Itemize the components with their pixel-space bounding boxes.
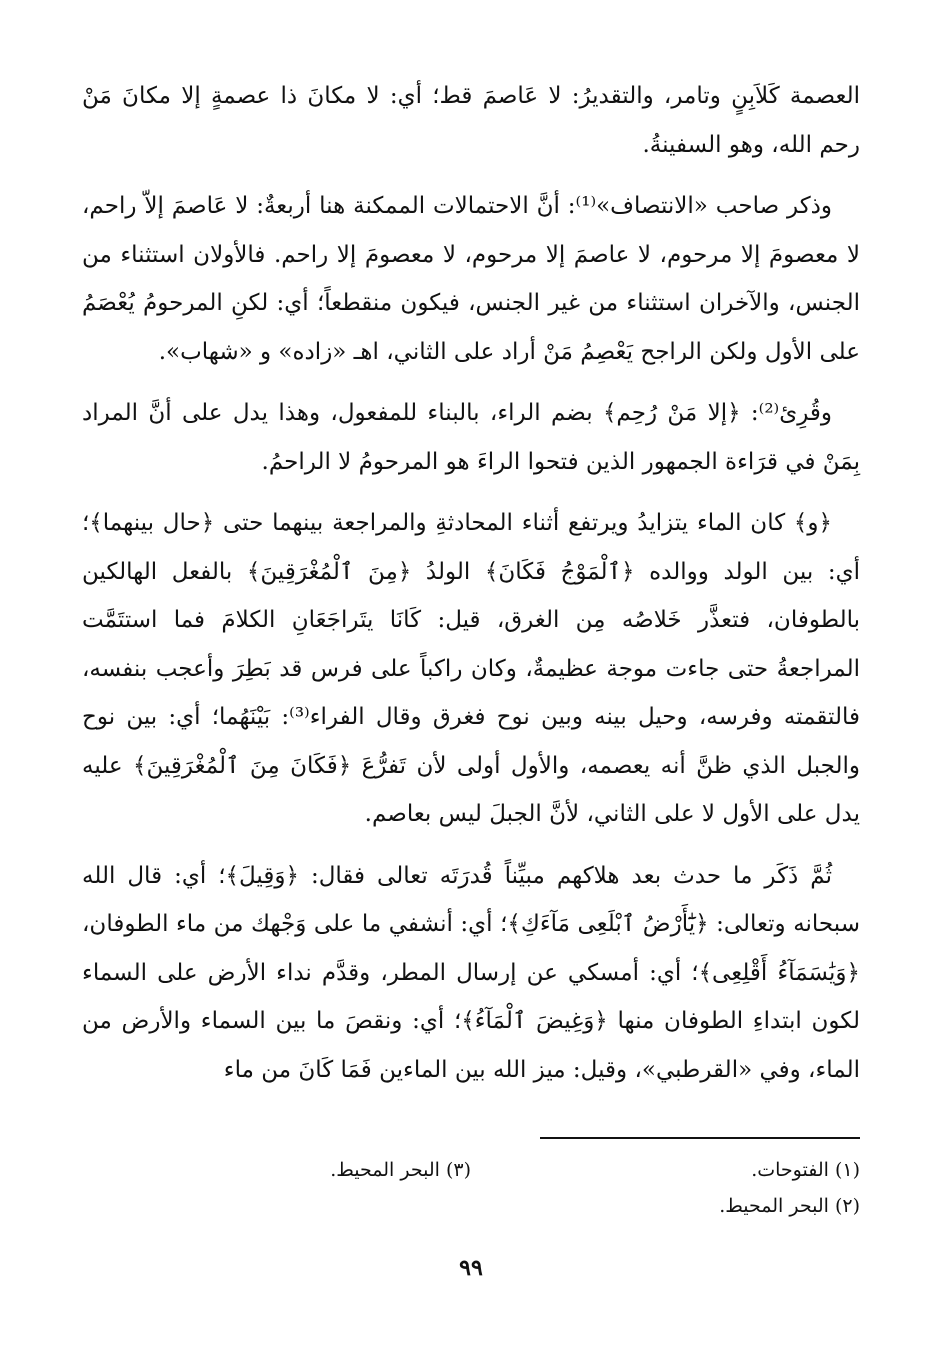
- paragraph-3: وقُرِئ⁽²⁾: ﴿إلا مَنْ رُحِم﴾ بضم الراء، بالبناء للمفعول، وهذا يدل على أنَّ المراد بِمَنْ في قرَاءة الجمهور الذين فتحوا الراءَ هو المرحومُ لا الراحمُ.: [82, 400, 860, 475]
- footnote-row-2: [82, 1188, 860, 1224]
- paragraph-4: ﴿و﴾ كان الماء يتزايدُ ويرتفع أثناء المحادثةِ والمراجعة بينهما حتى ﴿حال بينهما﴾؛ أي: بين الولد ووالده ﴿ٱلْمَوْجُ فَكَانَ﴾ الولدُ ﴿مِنَ ٱلْمُغْرَقِينَ﴾ بالفعل الهالكين بالطوفان، فتعذَّر خَلاصُه مِن الغرق، قيل: كَانَا يتَراجَعَانِ الكلامَ فما استتَمَّت المراجعةُ حتى جاءت موجة عظيمةٌ، وكان راكباً على فرس قد بَطِرَ وأعجب بنفسه، فالتقمته وفرسه، وحيل بينه وبين نوح فغرق وقال الفراء⁽³⁾: بَيْنَهُما؛ أي: بين نوح والجبل الذي ظنَّ أنه يعصمه، والأول أولى لأن تَفرُّعَ ﴿فَكَانَ مِنَ ٱلْمُغْرَقِينَ﴾ عليه يدل على الأول لا على الثاني، لأنَّ الجبلَ ليس بعاصم.: [82, 510, 860, 827]
- footnotes: [82, 1152, 860, 1224]
- footnote-3: (٣) البحر المحيط.: [330, 1159, 471, 1181]
- footnote-separator: [540, 1137, 860, 1139]
- main-text: [82, 72, 860, 1094]
- footnote-row-1: [82, 1152, 860, 1188]
- page-number: ٩٩: [459, 1255, 483, 1281]
- paragraph-1: العصمة كَلاَبِنٍ وتامر، والتقديرُ: لا عَاصمَ قط؛ أي: لا مكانَ ذا عصمةٍ إلا مكانَ مَنْ رحم الله، وهو السفينةُ.: [82, 83, 860, 158]
- paragraph-2: وذكر صاحب «الانتصاف»⁽¹⁾: أنَّ الاحتمالات الممكنة هنا أربعةٌ: لا عَاصمَ إلاّ راحم، لا معصومَ إلا مرحوم، لا عاصمَ إلا مرحوم، لا معصومَ إلا راحم. فالأولان استثناء من الجنس، والآخران استثناء من غير الجنس، فيكون منقطعاً؛ أي: لكنِ المرحومُ يُعْصَمُ على الأول ولكن الراجح يَعْصِمُ مَنْ أراد على الثاني، اهـ «زاده» و «شهاب».: [82, 193, 860, 365]
- footnote-2: (٢) البحر المحيط.: [719, 1195, 860, 1217]
- paragraph-5: ثُمَّ ذَكَر ما حدث بعد هلاكهم مبيِّناً قُدرَتَه تعالى فقال: ﴿وَقِيلَ﴾؛ أي: قال الله سبحانه وتعالى: ﴿يَٰٓأَرْضُ ٱبْلَعِى مَآءَكِ﴾؛ أي: أنشفي ما على وَجْهك من ماء الطوفان، ﴿وَيَٰسَمَآءُ أَقْلِعِى﴾؛ أي: أمسكي عن إرسال المطر، وقدَّم نداء الأرض على السماء لكون ابتداءِ الطوفان منها ﴿وَغِيضَ ٱلْمَآءُ﴾؛ أي: ونقصَ ما بين السماء والأرض من الماء، وفي «القرطبي»، وقيل: ميز الله بين الماءين فَمَا كَانَ من ماء: [82, 862, 860, 1083]
- footnote-1: (١) الفتوحات.: [751, 1159, 860, 1181]
